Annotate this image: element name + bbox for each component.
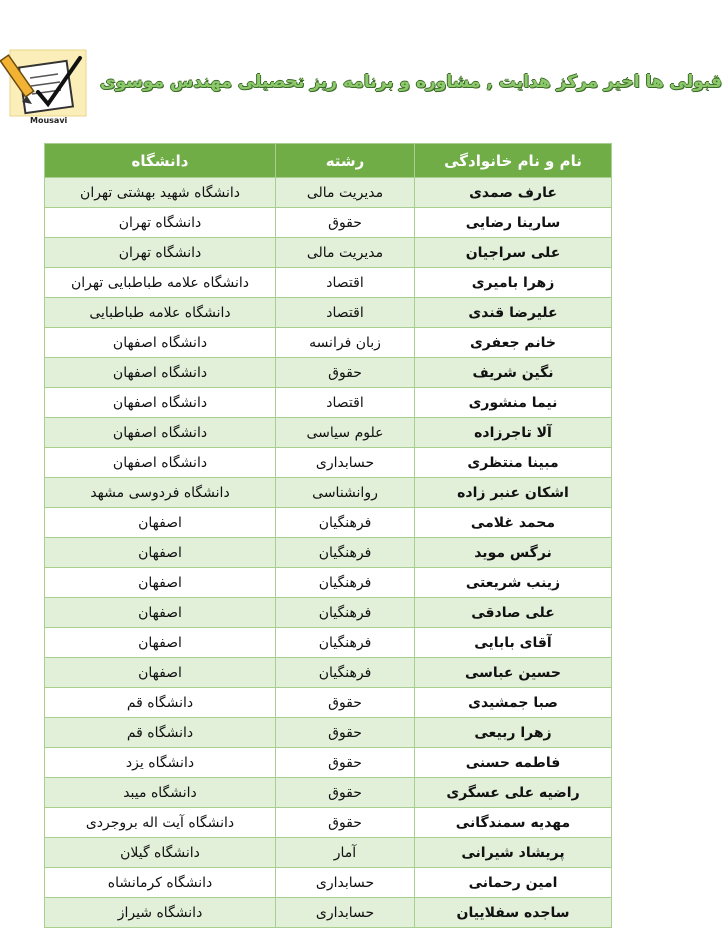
cell-field: فرهنگیان bbox=[276, 538, 415, 568]
cell-name: ساجده سفلاییان bbox=[415, 898, 612, 928]
table-row bbox=[45, 568, 612, 598]
page-title: قبولی ها اخیر مرکز هدایت , مشاوره و برنامه ریز تحصیلی مهندس موسوی bbox=[100, 72, 722, 92]
cell-university: دانشگاه علامه طباطبایی تهران bbox=[45, 268, 276, 298]
cell-university: دانشگاه قم bbox=[45, 688, 276, 718]
column-header-university: دانشگاه bbox=[45, 144, 276, 178]
cell-name: عارف صمدی bbox=[415, 178, 612, 208]
table-row bbox=[45, 178, 612, 208]
table-row bbox=[45, 418, 612, 448]
table-row bbox=[45, 898, 612, 928]
cell-field: حسابداری bbox=[276, 898, 415, 928]
table-row bbox=[45, 238, 612, 268]
cell-name: نرگس موید bbox=[415, 538, 612, 568]
table-row bbox=[45, 508, 612, 538]
cell-university: دانشگاه علامه طباطبایی bbox=[45, 298, 276, 328]
cell-field: حسابداری bbox=[276, 448, 415, 478]
table-row bbox=[45, 598, 612, 628]
cell-name: علی صادقی bbox=[415, 598, 612, 628]
cell-university: دانشگاه گیلان bbox=[45, 838, 276, 868]
cell-university: دانشگاه کرمانشاه bbox=[45, 868, 276, 898]
cell-name: اشکان عنبر زاده bbox=[415, 478, 612, 508]
table-row bbox=[45, 268, 612, 298]
cell-university: دانشگاه اصفهان bbox=[45, 358, 276, 388]
cell-name: آلا تاجرزاده bbox=[415, 418, 612, 448]
cell-name: مبینا منتظری bbox=[415, 448, 612, 478]
cell-university: اصفهان bbox=[45, 508, 276, 538]
table-row bbox=[45, 388, 612, 418]
cell-university: دانشگاه اصفهان bbox=[45, 328, 276, 358]
cell-university: دانشگاه میبد bbox=[45, 778, 276, 808]
cell-field: مدیریت مالی bbox=[276, 178, 415, 208]
cell-university: دانشگاه اصفهان bbox=[45, 448, 276, 478]
cell-name: فاطمه حسنی bbox=[415, 748, 612, 778]
cell-name: آقای بابایی bbox=[415, 628, 612, 658]
cell-university: دانشگاه اصفهان bbox=[45, 388, 276, 418]
cell-field: حقوق bbox=[276, 808, 415, 838]
table-row bbox=[45, 628, 612, 658]
cell-university: دانشگاه آیت اله بروجردی bbox=[45, 808, 276, 838]
table-row bbox=[45, 538, 612, 568]
cell-university: اصفهان bbox=[45, 568, 276, 598]
cell-university: دانشگاه تهران bbox=[45, 238, 276, 268]
cell-field: فرهنگیان bbox=[276, 598, 415, 628]
table-row bbox=[45, 478, 612, 508]
cell-name: مهدیه سمندگانی bbox=[415, 808, 612, 838]
table-row bbox=[45, 718, 612, 748]
cell-field: روانشناسی bbox=[276, 478, 415, 508]
table-row bbox=[45, 328, 612, 358]
cell-university: دانشگاه شهید بهشتی تهران bbox=[45, 178, 276, 208]
table-row bbox=[45, 658, 612, 688]
column-header-name: نام و نام خانوادگی bbox=[415, 144, 612, 178]
cell-field: اقتصاد bbox=[276, 388, 415, 418]
cell-name: نیما منشوری bbox=[415, 388, 612, 418]
cell-name: علیرضا قندی bbox=[415, 298, 612, 328]
cell-name: محمد غلامی bbox=[415, 508, 612, 538]
cell-university: دانشگاه فردوسی مشهد bbox=[45, 478, 276, 508]
table-row bbox=[45, 298, 612, 328]
cell-field: آمار bbox=[276, 838, 415, 868]
cell-name: صبا جمشیدی bbox=[415, 688, 612, 718]
table-row bbox=[45, 808, 612, 838]
table-row bbox=[45, 778, 612, 808]
cell-name: راضیه علی عسگری bbox=[415, 778, 612, 808]
cell-field: اقتصاد bbox=[276, 298, 415, 328]
cell-field: فرهنگیان bbox=[276, 508, 415, 538]
cell-field: اقتصاد bbox=[276, 268, 415, 298]
table-row bbox=[45, 448, 612, 478]
table-row bbox=[45, 868, 612, 898]
table-row bbox=[45, 838, 612, 868]
cell-name: سارینا رضایی bbox=[415, 208, 612, 238]
cell-university: دانشگاه یزد bbox=[45, 748, 276, 778]
table-row bbox=[45, 748, 612, 778]
cell-university: دانشگاه تهران bbox=[45, 208, 276, 238]
cell-field: حقوق bbox=[276, 688, 415, 718]
logo-caption: Mousavi bbox=[30, 116, 68, 125]
cell-university: اصفهان bbox=[45, 598, 276, 628]
cell-name: زینب شریعتی bbox=[415, 568, 612, 598]
cell-university: دانشگاه قم bbox=[45, 718, 276, 748]
cell-field: علوم سیاسی bbox=[276, 418, 415, 448]
cell-university: اصفهان bbox=[45, 658, 276, 688]
cell-field: حقوق bbox=[276, 358, 415, 388]
admissions-table bbox=[44, 143, 612, 928]
cell-field: فرهنگیان bbox=[276, 628, 415, 658]
cell-field: زبان فرانسه bbox=[276, 328, 415, 358]
cell-university: دانشگاه شیراز bbox=[45, 898, 276, 928]
cell-name: نگین شریف bbox=[415, 358, 612, 388]
cell-name: زهرا ربیعی bbox=[415, 718, 612, 748]
cell-name: حسین عباسی bbox=[415, 658, 612, 688]
cell-field: حسابداری bbox=[276, 868, 415, 898]
cell-field: حقوق bbox=[276, 718, 415, 748]
cell-name: پریشاد شیرانی bbox=[415, 838, 612, 868]
cell-field: حقوق bbox=[276, 778, 415, 808]
table-row bbox=[45, 688, 612, 718]
cell-university: اصفهان bbox=[45, 538, 276, 568]
cell-name: علی سراجیان bbox=[415, 238, 612, 268]
cell-university: دانشگاه اصفهان bbox=[45, 418, 276, 448]
cell-name: خانم جعفری bbox=[415, 328, 612, 358]
cell-field: فرهنگیان bbox=[276, 658, 415, 688]
cell-field: فرهنگیان bbox=[276, 568, 415, 598]
cell-name: زهرا بامیری bbox=[415, 268, 612, 298]
table-header-row bbox=[45, 144, 612, 178]
table-row bbox=[45, 358, 612, 388]
cell-field: مدیریت مالی bbox=[276, 238, 415, 268]
cell-name: امین رحمانی bbox=[415, 868, 612, 898]
cell-field: حقوق bbox=[276, 748, 415, 778]
cell-university: اصفهان bbox=[45, 628, 276, 658]
table-row bbox=[45, 208, 612, 238]
cell-field: حقوق bbox=[276, 208, 415, 238]
column-header-field: رشته bbox=[276, 144, 415, 178]
